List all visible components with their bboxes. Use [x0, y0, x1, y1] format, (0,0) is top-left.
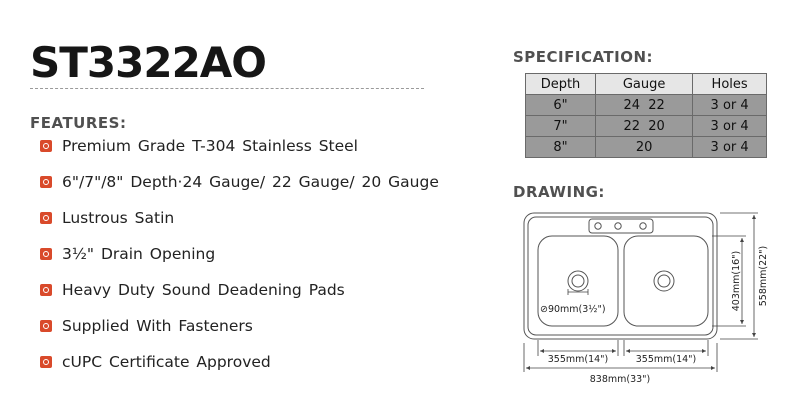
- overall-width-label: 838mm(33"): [589, 374, 651, 385]
- table-cell-holes: 3 or 4: [693, 116, 767, 137]
- table-cell-depth: 8": [526, 137, 596, 158]
- faucet-hole-icon: [640, 223, 646, 229]
- right-drain-icon: [654, 271, 674, 291]
- faucet-hole-icon: [615, 223, 621, 229]
- sink-inner-rim: [528, 217, 713, 335]
- feature-text: 6"/7"/8" Depth·24 Gauge/ 22 Gauge/ 20 Gauge: [62, 173, 439, 191]
- right-bowl: [624, 236, 708, 326]
- table-cell-holes: 3 or 4: [693, 95, 767, 116]
- specification-heading: SPECIFICATION:: [513, 48, 654, 66]
- faucet-hole-icon: [595, 223, 601, 229]
- feature-text: Lustrous Satin: [62, 209, 175, 227]
- drawing-heading: DRAWING:: [513, 183, 605, 201]
- column-header-gauge: Gauge: [596, 74, 693, 95]
- table-cell-depth: 6": [526, 95, 596, 116]
- left-drain-icon: [568, 271, 588, 291]
- table-cell-gauge: 24 22: [596, 95, 693, 116]
- right-bowl-width-label: 355mm(14"): [635, 354, 697, 365]
- feature-text: Supplied With Fasteners: [62, 317, 253, 335]
- sink-outer-rim: [524, 213, 717, 339]
- feature-text: Premium Grade T-304 Stainless Steel: [62, 137, 358, 155]
- feature-text: 3½" Drain Opening: [62, 245, 216, 263]
- bowl-depth-label: 403mm(16"): [731, 250, 742, 312]
- column-header-depth: Depth: [526, 74, 596, 95]
- table-cell-depth: 7": [526, 116, 596, 137]
- overall-depth-label: 558mm(22"): [758, 245, 769, 307]
- table-cell-holes: 3 or 4: [693, 137, 767, 158]
- model-number: ST3322AO: [30, 38, 267, 87]
- feature-text: Heavy Duty Sound Deadening Pads: [62, 281, 345, 299]
- table-cell-gauge: 22 20: [596, 116, 693, 137]
- left-bowl-width-label: 355mm(14"): [547, 354, 609, 365]
- features-heading: FEATURES:: [30, 114, 127, 132]
- table-cell-gauge: 20: [596, 137, 693, 158]
- drain-dimension-label: ⊘90mm(3½"): [540, 304, 606, 315]
- column-header-holes: Holes: [693, 74, 767, 95]
- feature-text: cUPC Certificate Approved: [62, 353, 271, 371]
